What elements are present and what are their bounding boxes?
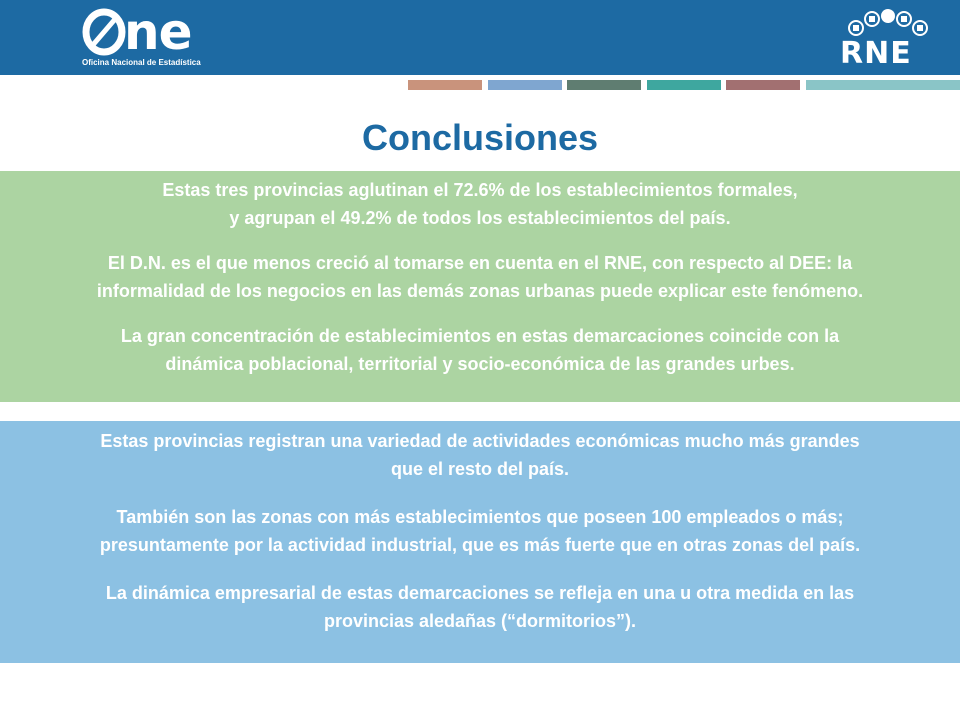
paragraph-line: Estas tres provincias aglutinan el 72.6% de los establecimientos formales, bbox=[162, 180, 798, 200]
paragraph-line: El D.N. es el que menos creció al tomarse en cuenta en el RNE, con respecto al DEE: la bbox=[107, 253, 853, 273]
color-stripes bbox=[408, 80, 960, 90]
paragraph-line: La dinámica empresarial de estas demarcaciones se refleja en una u otra medida en las bbox=[105, 583, 855, 603]
paragraph-line: Estas provincias registran una variedad de actividades económicas mucho más grandes bbox=[100, 431, 860, 451]
paragraph-line: También son las zonas con más establecimientos que poseen 100 empleados o más; bbox=[116, 507, 844, 527]
paragraph-line: presuntamente por la actividad industrial, que es más fuerte que en otras zonas del país. bbox=[99, 535, 861, 555]
conclusions-blue-box bbox=[0, 421, 960, 663]
conclusion-paragraph bbox=[0, 322, 960, 378]
paragraph-line: que el resto del país. bbox=[390, 459, 570, 479]
one-logo-subtitle: Oficina Nacional de Estadística bbox=[82, 58, 201, 67]
rne-logo-icons bbox=[844, 8, 928, 38]
color-stripe bbox=[408, 80, 482, 90]
conclusion-paragraph bbox=[0, 579, 960, 635]
conclusions-green-box bbox=[0, 171, 960, 402]
slide-title: Conclusiones bbox=[361, 117, 599, 158]
paragraph-line: La gran concentración de establecimientos en estas demarcaciones coincide con la bbox=[120, 326, 840, 346]
conclusion-paragraph bbox=[0, 427, 960, 483]
rne-logo bbox=[838, 8, 930, 71]
color-stripe bbox=[488, 80, 562, 90]
conclusion-paragraph bbox=[0, 503, 960, 559]
one-logo-mark bbox=[82, 6, 126, 56]
header-bar bbox=[0, 0, 960, 75]
conclusion-paragraph bbox=[0, 249, 960, 305]
color-stripe bbox=[567, 80, 641, 90]
color-stripe bbox=[806, 80, 960, 90]
color-stripe bbox=[726, 80, 800, 90]
paragraph-line: dinámica poblacional, territorial y socio-económica de las grandes urbes. bbox=[165, 354, 795, 374]
paragraph-line: informalidad de los negocios en las demás zonas urbanas puede explicar este fenómeno. bbox=[96, 281, 864, 301]
rne-logo-word: RNE bbox=[840, 36, 912, 71]
one-logo-word: ne bbox=[124, 3, 192, 61]
conclusion-paragraph bbox=[0, 176, 960, 232]
one-logo bbox=[82, 3, 222, 68]
paragraph-line: provincias aledañas (“dormitorios”). bbox=[323, 611, 637, 631]
paragraph-line: y agrupan el 49.2% de todos los establecimientos del país. bbox=[229, 208, 731, 228]
color-stripe bbox=[647, 80, 721, 90]
